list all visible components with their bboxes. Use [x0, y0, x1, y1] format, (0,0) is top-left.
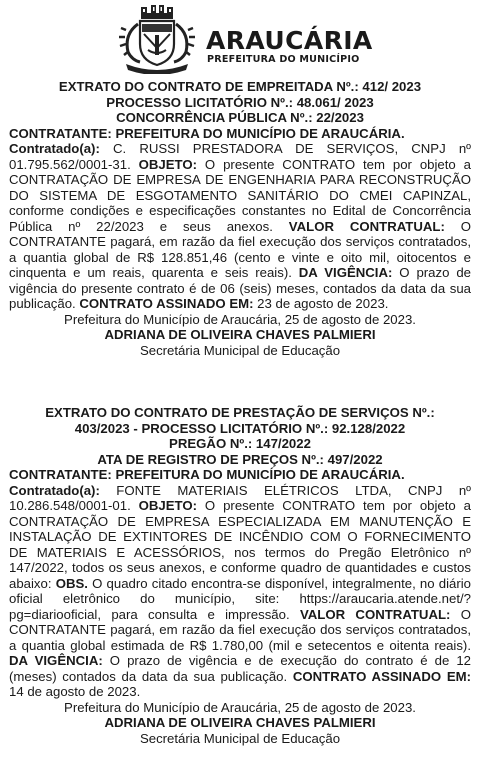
page-header	[0, 0, 479, 76]
contratado-text: FONTE MATERIAIS ELÉTRICOS LTDA, CNPJ nº 10.286.548/0001-01.	[9, 482, 471, 513]
valor-label: VALOR CONTRATUAL:	[299, 606, 451, 622]
title-line: EXTRATO DO CONTRATO DE EMPREITADA Nº.: 412/ 2023	[58, 79, 422, 94]
title-line: PREGÃO Nº.: 147/2022	[169, 436, 311, 451]
valor-label: VALOR CONTRATUAL:	[288, 218, 445, 234]
signer-role: Secretária Municipal de Educação	[139, 342, 341, 358]
obs-label: OBS.	[55, 575, 88, 591]
valor-text: O CONTRATANTE pagará, em razão da fiel execução dos serviços contratados, a quantia global estimada de R$ 1.780,00 (mil e setecentos e oitenta reais).	[9, 606, 471, 653]
title-line: 403/2023 - PROCESSO LICITATÓRIO Nº.: 92.128/2022	[74, 420, 406, 436]
contratado-label: Contratado(a):	[9, 482, 100, 498]
contract-extract-2	[9, 405, 471, 746]
vigencia-label: DA VIGÊNCIA:	[9, 653, 103, 668]
title-line: EXTRATO DO CONTRATO DE PRESTAÇÃO DE SERVIÇOS Nº.:	[45, 405, 435, 420]
title-line: ATA DE REGISTRO DE PREÇOS Nº.: 497/2022	[97, 451, 383, 467]
signer-name: ADRIANA DE OLIVEIRA CHAVES PALMIERI	[104, 327, 376, 342]
contract-body	[9, 141, 471, 312]
assinado-text: 23 de agosto de 2023.	[253, 296, 389, 311]
objeto-label: OBJETO:	[138, 498, 198, 513]
title-line: PROCESSO LICITATÓRIO Nº.: 48.061/ 2023	[106, 94, 374, 110]
contract-body	[9, 483, 471, 700]
assinado-text: 14 de agosto de 2023.	[9, 684, 141, 699]
contratado-label: Contratado(a):	[9, 141, 100, 156]
contratante-line: CONTRATANTE: PREFEITURA DO MUNICÍPIO DE ARAUCÁRIA.	[9, 125, 405, 141]
vigencia-text: O prazo de vigência do presente contrato é de 06 (seis) meses, contados da data da sua publicação.	[9, 265, 471, 311]
assinado-label: CONTRATO ASSINADO EM:	[79, 296, 254, 311]
brand-subtitle: PREFEITURA DO MUNICÍPIO	[207, 54, 360, 65]
vigencia-text: O prazo de vigência e de execução do contrato é de 12 (meses) contados da data da sua publicação.	[9, 653, 471, 684]
brand-name: ARAUCÁRIA	[206, 26, 373, 55]
obs-text: O quadro citado encontra-se disponível, integralmente, no diário oficial eletrônico do município, site: https://araucaria.atende.net/?pg=diariooficial, para consulta e impressão.	[9, 575, 471, 622]
vigencia-label: DA VIGÊNCIA:	[298, 265, 393, 280]
objeto-label: OBJETO:	[138, 156, 198, 172]
contract-extract-1	[9, 79, 471, 358]
place-date: Prefeitura do Município de Araucária, 25 de agosto de 2023.	[64, 699, 416, 715]
objeto-text: O presente CONTRATO tem por objeto a CONTRATAÇÃO DE EMPRESA ESPECIALIZADA EM MANUTENÇÃO E INSTALAÇÃO DE EXTINTORES DE INCÊNDIO COM O FORNECIMENTO DE MATERIAIS E ACESSÓRIOS, nos termos do Pregão Eletrônico nº 147/2022, todos os seus anexos, e conforme quadro de quantidades e custos abaixo:	[9, 498, 471, 591]
objeto-text: O presente CONTRATO tem por objeto a CONTRATAÇÃO DE EMPRESA DE ENGENHARIA PARA RECONSTRUÇÃO DO SISTEMA DE ESGOTAMENTO SANITÁRIO DO CMEI CAPINZAL, conforme condições e especificações constantes no Edital de Concorrência Pública nº 22/2023 e seus anexos.	[9, 156, 471, 234]
signer-role: Secretária Municipal de Educação	[139, 730, 341, 746]
title-line: CONCORRÊNCIA PÚBLICA Nº.: 22/2023	[116, 110, 364, 125]
valor-text: O CONTRATANTE pagará, em razão da fiel execução dos serviços contratados, a quantia global de R$ 128.851,46 (cento e vinte e oito mil, oitocentos e cinquenta e um reais, quarenta e seis reais).	[9, 218, 471, 280]
assinado-label: CONTRATO ASSINADO EM:	[292, 668, 472, 684]
municipal-coat-of-arms-icon	[118, 4, 196, 74]
signer-name: ADRIANA DE OLIVEIRA CHAVES PALMIERI	[104, 715, 376, 730]
contratado-text: C. RUSSI PRESTADORA DE SERVIÇOS, CNPJ nº 01.795.562/0001-31.	[9, 141, 471, 172]
contratante-line: CONTRATANTE: PREFEITURA DO MUNICÍPIO DE ARAUCÁRIA.	[9, 467, 405, 482]
place-date: Prefeitura do Município de Araucária, 25 de agosto de 2023.	[64, 311, 416, 327]
